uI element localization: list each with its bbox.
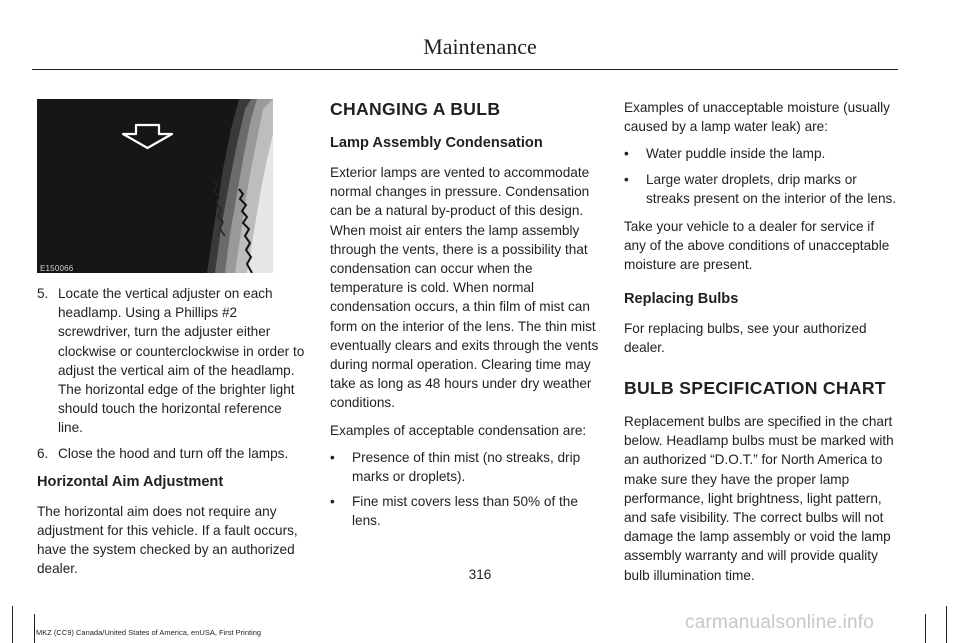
list-item [37, 444, 309, 463]
crop-mark [946, 606, 947, 643]
bullet-icon: • [330, 449, 335, 465]
paragraph: Examples of acceptable condensation are: [330, 422, 587, 438]
list-item [37, 284, 309, 438]
step-text: Locate the vertical adjuster on each headlamp. Using a Phillips #2 screwdriver, turn the adjuster either clockwise or counterclockwise in order to adjust the vertical aim of the headlamp. The horizontal edge of the brighter light should touch the horizontal reference line. [58, 286, 305, 436]
section-heading: Replacing Bulbs [624, 290, 739, 307]
paragraph: Examples of unacceptable moisture (usually caused by a lamp water leak) are: [624, 100, 890, 135]
paragraph: For replacing bulbs, see your authorized dealer. [624, 320, 867, 355]
paragraph: Exterior lamps are vented to accommodate normal changes in pressure. Condensation can be a natural by-product of this design. When moist air enters the lamp assembly through the vents, there is a possibility that condensation can occur when the temperature is cold. When normal condensation occurs, a thin film of mist can form on the interior of the lens. The thin mist eventually clears and exits through the vents during normal operation. Clearing time may take as long as 48 hours under dry weather conditions. [330, 165, 599, 411]
crop-mark [12, 606, 13, 643]
column-middle [330, 98, 602, 540]
list-item [330, 492, 602, 530]
list-item [330, 448, 602, 486]
list-item-text: Presence of thin mist (no streaks, drip marks or droplets). [352, 449, 581, 485]
list-item [624, 144, 898, 163]
bullet-list [330, 448, 602, 531]
figure-id: E150066 [40, 264, 74, 273]
print-info: MKZ (CC9) Canada/United States of America, enUSA, First Printing [36, 628, 262, 637]
list-item [624, 170, 898, 208]
section-heading: Lamp Assembly Condensation [330, 135, 543, 151]
headlamp-aim-illustration [37, 99, 273, 273]
page-number: 316 [468, 567, 492, 582]
bullet-list [624, 144, 898, 208]
section-heading: Horizontal Aim Adjustment [37, 473, 224, 490]
bullet-icon: • [624, 146, 629, 162]
bullet-icon: • [330, 494, 335, 510]
crop-mark [34, 614, 35, 643]
page-title: Maintenance [423, 34, 537, 59]
watermark: carmanualsonline.info [685, 612, 875, 633]
column-left [37, 284, 309, 587]
paragraph: The horizontal aim does not require any adjustment for this vehicle. If a fault occurs, have the system checked by an authorized dealer. [37, 503, 298, 577]
section-title: BULB SPECIFICATION CHART [624, 378, 886, 399]
header-divider [32, 69, 898, 70]
list-item-text: Large water droplets, drip marks or streaks present on the interior of the lens. [646, 171, 897, 206]
column-right [624, 98, 898, 593]
headlamp-beam-pattern-graphic [37, 99, 273, 273]
procedure-steps [37, 284, 309, 463]
list-item-text: Water puddle inside the lamp. [646, 146, 826, 162]
paragraph: Take your vehicle to a dealer for service if any of the above conditions of unacceptable moisture are present. [624, 219, 890, 273]
bullet-icon: • [624, 171, 629, 187]
step-number: 5. [37, 286, 49, 301]
list-item-text: Fine mist covers less than 50% of the lens. [352, 494, 578, 529]
step-number: 6. [37, 445, 49, 461]
step-text: Close the hood and turn off the lamps. [58, 445, 289, 461]
crop-mark [925, 614, 926, 643]
paragraph: Replacement bulbs are specified in the chart below. Headlamp bulbs must be marked with an authorized “D.O.T.” for North America to make sure they have the proper lamp performance, light brightness, light pattern, and safe visibility. The correct bulbs will not damage the lamp assembly or void the lamp assembly warranty and will provide quality bulb illumination time. [624, 414, 894, 583]
section-title: CHANGING A BULB [330, 99, 501, 119]
